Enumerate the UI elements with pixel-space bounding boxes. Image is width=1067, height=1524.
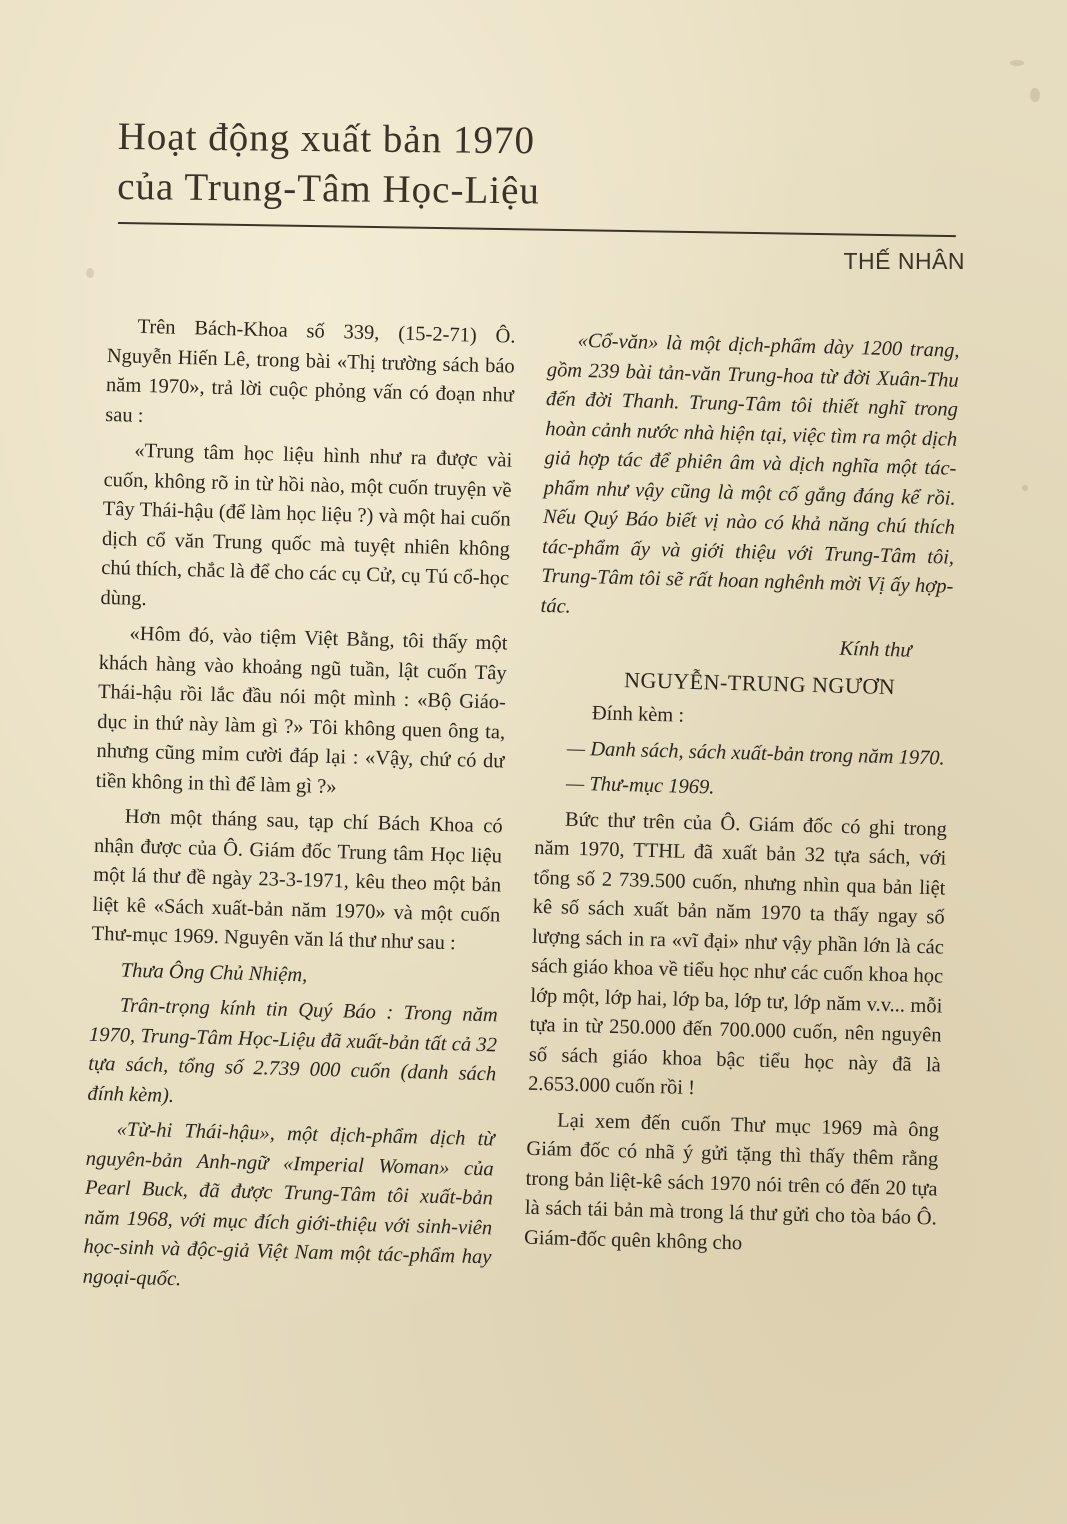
letter-paragraph: Trân-trọng kính tin Quý Báo : Trong năm 1970, Trung-Tâm Học-Liệu đã xuất-bản tất cả 32 tựa sách, tổng số 2.739 000 cuốn (danh sách đính kèm). — [87, 994, 499, 1107]
title-line-2: của Trung-Tâm Học-Liệu — [116, 164, 541, 213]
article-title — [117, 112, 678, 218]
quote-paragraph: «Hôm đó, vào tiệm Việt Bằng, tôi thấy một khách hàng vào khoảng ngũ tuần, lật cuốn Tây Thái-hậu rồi lắc đầu nói một mình : «Bộ Giáo-dục in thứ này làm gì ?» Tôi không quen ông ta, nhưng cũng mỉm cười đáp lại : «Vậy, chứ có dư tiền không in thì để làm gì ?» — [95, 622, 508, 798]
paragraph: Bức thư trên của Ô. Giám đốc có ghi trong năm 1970, TTHL đã xuất bản 32 tựa sách, với tổng số 2 739.500 cuốn, nhưng nhìn qua bản liệt kê số sách xuất bản năm 1970 ta thấy ngay số lượng sách in ra «vĩ đại» như vậy phần lớn là các sách giáo khoa về tiểu học như các cuốn khoa học lớp một, lớp hai, lớp ba, lớp tư, lớp năm v.v... mỗi tựa in từ 250.000 đến 700.000 cuốn, nên nguyên số sách giáo khoa bậc tiểu học này đã là 2.653.000 cuốn rồi ! — [527, 808, 948, 1100]
ink-speck — [1030, 88, 1040, 102]
attachment-item: — Thư-mục 1969. — [565, 772, 715, 799]
left-column — [82, 312, 516, 1308]
paragraph: Trên Bách-Khoa số 339, (15-2-71) Ô. Nguyễn Hiến Lê, trong bài «Thị trường sách báo năm 1970», trả lời cuộc phỏng vấn có đoạn như sau : — [105, 315, 516, 427]
attachment-label: Đính kèm : — [591, 702, 685, 727]
title-underline — [118, 222, 956, 237]
letter-paragraph: «Cổ-văn» là một dịch-phẩm dày 1200 trang, gồm 239 bài tản-văn Trung-hoa từ đời Xuân-Thu đến đời Thanh. Trung-Tâm tôi thiết nghĩ trong hoàn cảnh nước nhà hiện tại, việc tìm ra một dịch giả hợp tác để phiên âm và dịch nghĩa một tác-phẩm như vậy cũng là một cố gắng đáng kể rồi. Nếu Quý Báo biết vị nào có khả năng chú thích tác-phẩm ấy và giới thiệu với Trung-Tâm tôi, Trung-Tâm tôi sẽ rất hoan nghênh mời Vị ấy hợp-tác. — [540, 329, 960, 618]
ink-speck — [1022, 485, 1028, 491]
author-byline: THẾ NHÂN — [843, 248, 965, 274]
paragraph: Lại xem đến cuốn Thư mục 1969 mà ông Giám đốc có nhã ý gửi tặng thì thấy thêm rằng trong bản liệt-kê sách 1970 nói trên có đến 20 tựa là sách tái bản mà trong lá thư gửi cho tòa báo Ô. Giám-đốc quên không cho — [523, 1109, 940, 1254]
ink-speck — [86, 268, 94, 278]
attachment-item: — Danh sách, sách xuất-bản trong năm 1970. — [566, 737, 946, 770]
letter-signature: NGUYỄN-TRUNG NGƯƠN — [623, 666, 896, 699]
paragraph: Hơn một tháng sau, tạp chí Bách Khoa có nhận được của Ô. Giám đốc Trung tâm Học liệu một lá thư đề ngày 23-3-1971, kêu theo một bản liệt kê «Sách xuất-bản năm 1970» và một cuốn Thư-mục 1969. Nguyên văn lá thư như sau : — [91, 805, 503, 955]
letter-paragraph: «Từ-hi Thái-hậu», một dịch-phẩm dịch từ nguyên-bản Anh-ngữ «Imperial Woman» của Pearl Buck, đã được Trung-Tâm tôi xuất-bản năm 1968, với mục đích giới-thiệu với sinh-viên học-sinh và độc-giả Việt Nam một tác-phẩm hay ngoại-quốc. — [82, 1118, 495, 1290]
letter-closing: Kính thư — [839, 637, 912, 662]
quote-paragraph: «Trung tâm học liệu hình như ra được vài cuốn, không rõ in từ hồi nào, một cuốn truyện về Tây Thái-hậu (để làm học liệu ?) và một hai cuốn dịch cổ văn Trung quốc mà tuyệt nhiên không chú thích, chắc là để cho các cụ Cử, cụ Tú cổ-học dùng. — [100, 439, 513, 610]
letter-salutation: Thưa Ông Chủ Nhiệm, — [120, 959, 308, 986]
ink-speck — [1010, 60, 1024, 66]
title-line-1: Hoạt động xuất bản 1970 — [117, 114, 536, 163]
right-column — [524, 326, 960, 1269]
